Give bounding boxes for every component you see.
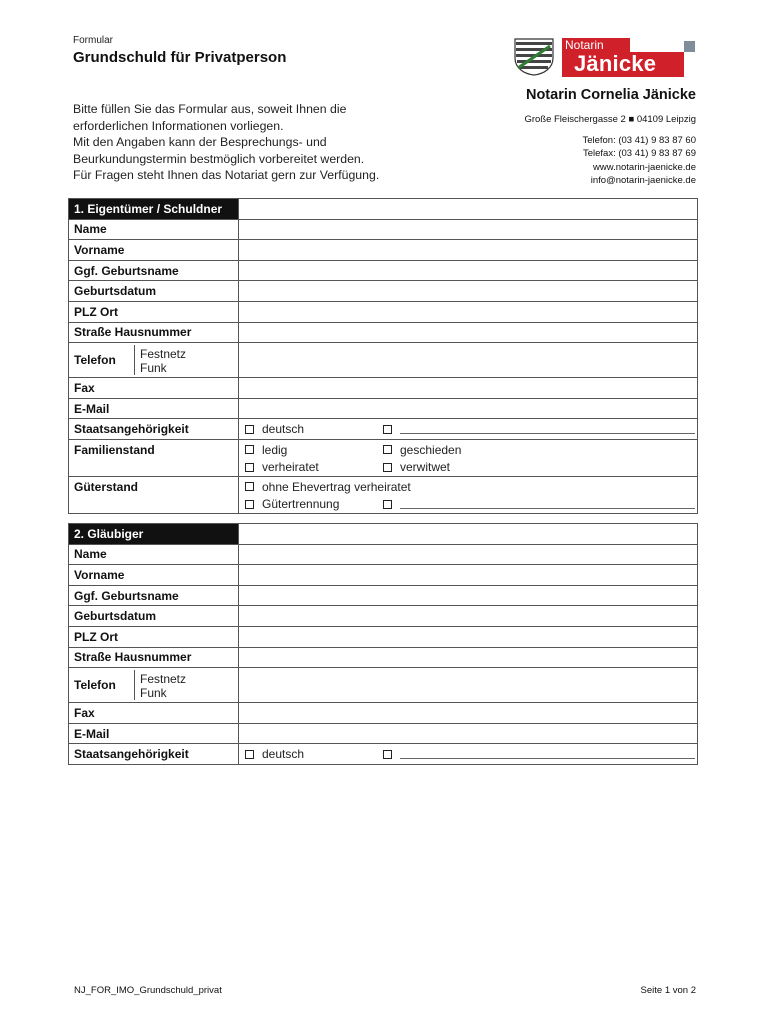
field-label-nationality: Staatsangehörigkeit xyxy=(69,744,239,765)
phone-type-landline: Festnetz xyxy=(140,347,187,362)
owner-nationality-options xyxy=(239,419,698,440)
checkbox-other-property[interactable] xyxy=(383,500,392,509)
firm-website-link[interactable]: www.notarin-jaenicke.de xyxy=(593,161,696,173)
owner-birthname-input[interactable] xyxy=(239,260,698,281)
owner-birthdate-input[interactable] xyxy=(239,281,698,302)
intro-text xyxy=(73,101,473,184)
phone-type-mobile: Funk xyxy=(140,686,167,701)
option-german: deutsch xyxy=(262,422,305,437)
option-separation: Gütertrennung xyxy=(262,497,340,512)
checkbox-divorced[interactable] xyxy=(383,445,392,454)
field-label-firstname: Vorname xyxy=(69,240,239,261)
firm-email-link[interactable]: info@notarin-jaenicke.de xyxy=(590,174,696,186)
other-property-line[interactable] xyxy=(400,499,695,509)
owner-marital-options xyxy=(239,439,698,476)
field-label-property: Güterstand xyxy=(69,476,239,513)
logo-square xyxy=(684,41,695,52)
creditor-firstname-input[interactable] xyxy=(239,565,698,586)
firm-phone: Telefon: (03 41) 9 83 87 60 xyxy=(582,135,696,146)
section-header-blank xyxy=(239,199,698,220)
owner-property-options xyxy=(239,476,698,513)
phone-types xyxy=(135,670,238,700)
footer-page-number: Seite 1 von 2 xyxy=(640,985,696,996)
firm-contact xyxy=(582,134,696,187)
option-widowed: verwitwet xyxy=(400,460,451,475)
intro-line: Beurkundungstermin bestmöglich vorbereitet werden. xyxy=(73,151,365,166)
checkbox-married[interactable] xyxy=(245,463,254,472)
field-label-street: Straße Hausnummer xyxy=(69,322,239,343)
owner-city-input[interactable] xyxy=(239,301,698,322)
field-label-city: PLZ Ort xyxy=(69,301,239,322)
creditor-form xyxy=(68,523,698,765)
checkbox-no-contract[interactable] xyxy=(245,482,254,491)
checkbox-other-nationality[interactable] xyxy=(383,750,392,759)
phone-types xyxy=(135,345,238,375)
checkbox-widowed[interactable] xyxy=(383,463,392,472)
phone-type-mobile: Funk xyxy=(140,361,167,376)
owner-street-input[interactable] xyxy=(239,322,698,343)
creditor-birthname-input[interactable] xyxy=(239,585,698,606)
option-divorced: geschieden xyxy=(400,442,462,457)
field-label-email: E-Mail xyxy=(69,398,239,419)
field-label-name: Name xyxy=(69,219,239,240)
option-no-contract: ohne Ehevertrag verheiratet xyxy=(262,479,411,494)
firm-name: Notarin Cornelia Jänicke xyxy=(525,87,696,103)
creditor-city-input[interactable] xyxy=(239,626,698,647)
field-label-birthname: Ggf. Geburtsname xyxy=(69,585,239,606)
field-label-street: Straße Hausnummer xyxy=(69,647,239,668)
section-title-creditor: 2. Gläubiger xyxy=(69,524,239,545)
checkbox-german[interactable] xyxy=(245,750,254,759)
coat-of-arms-icon xyxy=(514,38,554,76)
creditor-birthdate-input[interactable] xyxy=(239,606,698,627)
field-label-birthdate: Geburtsdatum xyxy=(69,281,239,302)
field-label-phone: Telefon xyxy=(69,345,135,375)
field-label-phone: Telefon xyxy=(69,670,135,700)
creditor-nationality-options xyxy=(239,744,698,765)
creditor-fax-input[interactable] xyxy=(239,703,698,724)
intro-line: erforderlichen Informationen vorliegen. xyxy=(73,118,284,133)
field-label-email: E-Mail xyxy=(69,723,239,744)
section-header-blank xyxy=(239,524,698,545)
intro-line: Bitte füllen Sie das Formular aus, soweit Ihnen die xyxy=(73,102,347,116)
intro-line: Mit den Angaben kann der Besprechungs- und xyxy=(73,135,327,150)
logo-title: Notarin xyxy=(562,38,630,52)
owner-phone-input[interactable] xyxy=(239,343,698,378)
checkbox-separation[interactable] xyxy=(245,500,254,509)
notary-logo xyxy=(514,38,696,78)
phone-label-cell xyxy=(69,343,239,378)
creditor-street-input[interactable] xyxy=(239,647,698,668)
logo-name: Jänicke xyxy=(574,51,657,76)
owner-name-input[interactable] xyxy=(239,219,698,240)
field-label-firstname: Vorname xyxy=(69,565,239,586)
firm-fax: Telefax: (03 41) 9 83 87 69 xyxy=(582,148,696,160)
creditor-email-input[interactable] xyxy=(239,723,698,744)
field-label-name: Name xyxy=(69,544,239,565)
option-single: ledig xyxy=(262,442,288,457)
option-married: verheiratet xyxy=(262,460,319,475)
creditor-name-input[interactable] xyxy=(239,544,698,565)
field-label-birthname: Ggf. Geburtsname xyxy=(69,260,239,281)
other-nationality-line[interactable] xyxy=(400,749,695,759)
footer-doc-id: NJ_FOR_IMO_Grundschuld_privat xyxy=(74,985,222,996)
field-label-city: PLZ Ort xyxy=(69,626,239,647)
firm-address: Große Fleischergasse 2 ■ 04109 Leipzig xyxy=(524,114,696,125)
phone-label-cell xyxy=(69,668,239,703)
owner-firstname-input[interactable] xyxy=(239,240,698,261)
intro-line: Für Fragen steht Ihnen das Notariat gern zur Verfügung. xyxy=(73,168,380,183)
field-label-fax: Fax xyxy=(69,378,239,399)
field-label-nationality: Staatsangehörigkeit xyxy=(69,419,239,440)
checkbox-single[interactable] xyxy=(245,445,254,454)
phone-type-landline: Festnetz xyxy=(140,672,187,687)
field-label-fax: Fax xyxy=(69,703,239,724)
other-nationality-line[interactable] xyxy=(400,424,695,434)
section-title-owner: 1. Eigentümer / Schuldner xyxy=(69,199,239,220)
checkbox-other-nationality[interactable] xyxy=(383,425,392,434)
checkbox-german[interactable] xyxy=(245,425,254,434)
form-kicker: Formular xyxy=(73,35,114,46)
option-german: deutsch xyxy=(262,747,305,762)
owner-fax-input[interactable] xyxy=(239,378,698,399)
field-label-marital: Familienstand xyxy=(69,439,239,476)
field-label-birthdate: Geburtsdatum xyxy=(69,606,239,627)
owner-form xyxy=(68,198,698,514)
creditor-phone-input[interactable] xyxy=(239,668,698,703)
page-title: Grundschuld für Privatperson xyxy=(73,49,287,66)
owner-email-input[interactable] xyxy=(239,398,698,419)
